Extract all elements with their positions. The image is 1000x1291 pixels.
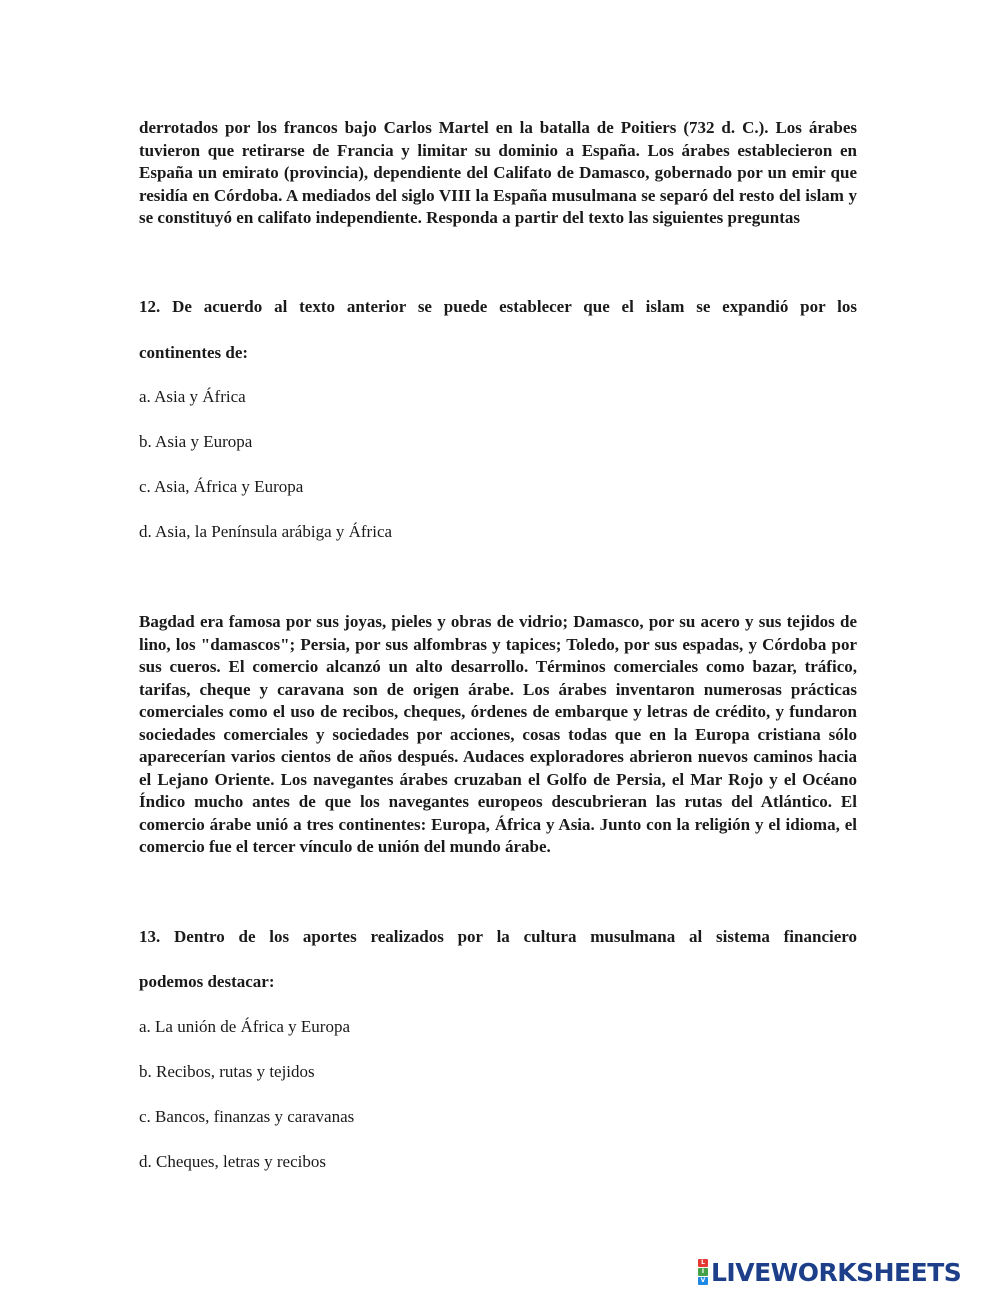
logo-block-i: I	[698, 1268, 708, 1276]
logo-block-v: V	[698, 1277, 708, 1285]
question-13-prompt-line-1: 13. Dentro de los aportes realizados por la cultura musulmana al sistema financiero	[139, 927, 857, 946]
question-13-option-a[interactable]: a. La unión de África y Europa	[139, 1017, 350, 1036]
question-13-option-c[interactable]: c. Bancos, finanzas y caravanas	[139, 1107, 355, 1126]
question-12-prompt-line-2: continentes de:	[139, 343, 249, 362]
question-12-option-a[interactable]: a. Asia y África	[139, 387, 246, 406]
question-13-option-d[interactable]: d. Cheques, letras y recibos	[139, 1152, 326, 1171]
liveworksheets-logo	[698, 1257, 961, 1287]
question-12-option-d[interactable]: d. Asia, la Península arábiga y África	[139, 522, 393, 541]
question-13-option-b[interactable]: b. Recibos, rutas y tejidos	[139, 1062, 315, 1081]
reading-passage-2: Bagdad era famosa por sus joyas, pieles y obras de vidrio; Damasco, por su acero y sus tejidos de lino, los "damascos"; Persia, por sus alfombras y tapices; Toledo, por sus espadas, y Córdoba por sus cueros. El comercio alcanzó un alto desarrollo. Términos comerciales como bazar, tráfico, tarifas, cheque y caravana son de origen árabe. Los árabes inventaron numerosas prácticas comerciales como el uso de recibos, cheques, órdenes de embarque y letras de crédito, y fundaron sociedades comerciales y sociedades por acciones, cosas todas que en la Europa cristiana sólo aparecerían varios cientos de años después. Audaces exploradores abrieron nuevos caminos hacia el Lejano Oriente. Los navegantes árabes cruzaban el Golfo de Persia, el Mar Rojo y el Océano Índico mucho antes de que los navegantes europeos descubrieran las rutas del Atlántico. El comercio árabe unió a tres continentes: Europa, África y Asia. Junto con la religión y el idioma, el comercio fue el tercer vínculo de unión del mundo árabe.	[139, 612, 857, 856]
logo-blocks-icon	[698, 1259, 708, 1285]
logo-text: LIVEWORKSHEETS	[711, 1257, 962, 1287]
logo-block-l: L	[698, 1259, 708, 1267]
question-12-option-c[interactable]: c. Asia, África y Europa	[139, 477, 304, 496]
question-12-option-b[interactable]: b. Asia y Europa	[139, 432, 253, 451]
question-12-prompt-line-1: 12. De acuerdo al texto anterior se puede establecer que el islam se expandió por los	[139, 297, 857, 316]
reading-passage-1: derrotados por los francos bajo Carlos Martel en la batalla de Poitiers (732 d. C.). Los árabes tuvieron que retirarse de Francia y limitar su dominio a España. Los árabes establecieron en España un emirato (provincia), dependiente del Califato de Damasco, gobernado por un emir que residía en Córdoba. A mediados del siglo VIII la España musulmana se separó del resto del islam y se constituyó en califato independiente. Responda a partir del texto las siguientes preguntas	[139, 118, 857, 227]
question-13-prompt-line-2: podemos destacar:	[139, 972, 275, 991]
